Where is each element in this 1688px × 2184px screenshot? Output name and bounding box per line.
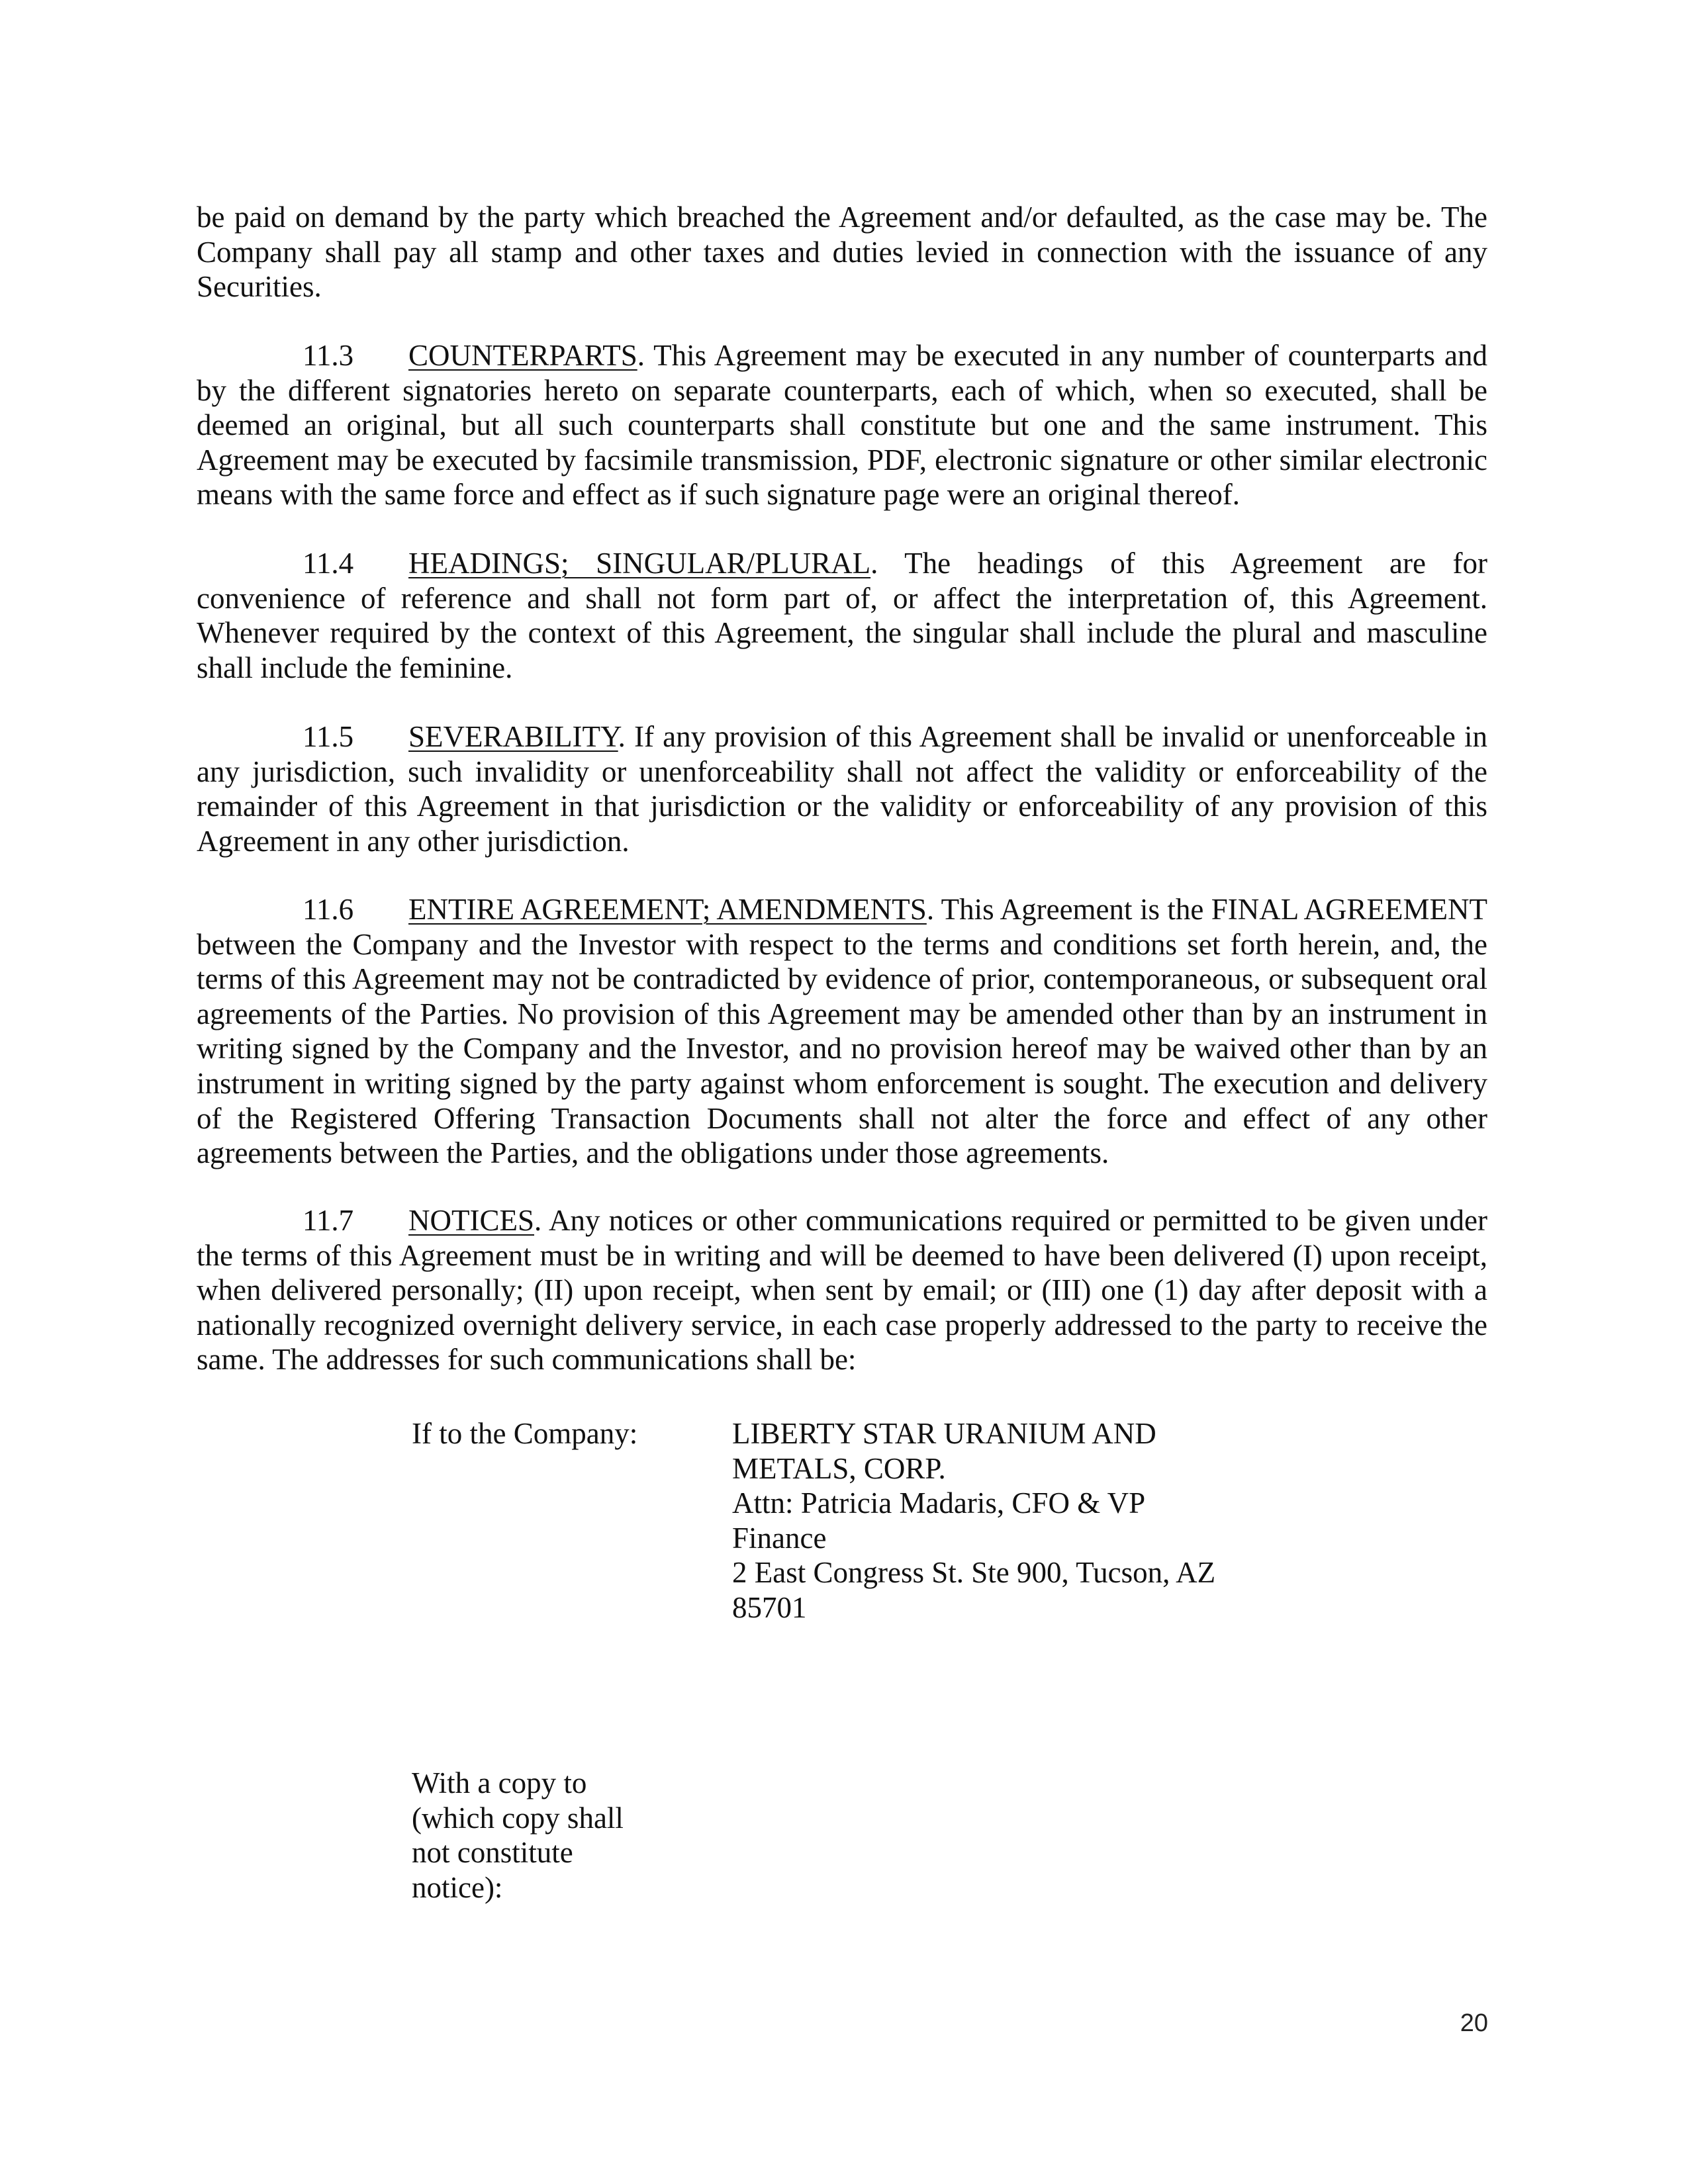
section-body: . This Agreement is the FINAL AGREEMENT between the Company and the Investor with respect to the terms and conditions set forth herein, and, the terms of this Agreement may not be contradicted by evidence of prior, contemporaneous, or subsequent oral agreements of the Parties. No provision of this Agreement may be amended other than by an instrument in writing signed by the Company and the Investor, and no provision hereof may be waived other than by an instrument in writing signed by the party against whom enforcement is sought. The execution and delivery of the Registered Offering Transaction Documents shall not alter the force and effect of any other agreements between the Parties, and the obligations under those agreements.: [197, 893, 1487, 1170]
section-heading: HEADINGS; SINGULAR/PLURAL: [408, 547, 871, 580]
section-11-6: [197, 892, 1487, 1171]
company-address-block: [732, 1416, 1262, 1625]
section-number: 11.6: [303, 893, 354, 926]
section-11-7: [197, 1203, 1487, 1377]
section-heading: NOTICES: [408, 1204, 534, 1237]
section-body: . The headings of this Agreement are for convenience of reference and shall not form part of, or affect the interpretation of, this Agreement. Whenever required by the context of this Agreement, the singular shall include the plural and masculine shall include the feminine.: [197, 547, 1487, 684]
paragraph-continuation-text: be paid on demand by the party which breached the Agreement and/or defaulted, as the case may be. The Company shall pay all stamp and other taxes and duties levied in connection with the issuance of any Securities.: [197, 201, 1487, 304]
address-line: METALS, CORP.: [732, 1451, 946, 1485]
paragraph-continuation: [197, 200, 1487, 304]
section-heading: ENTIRE AGREEMENT; AMENDMENTS: [408, 893, 927, 926]
section-number: 11.3: [303, 339, 354, 372]
copy-label-line: not constitute: [412, 1836, 573, 1870]
section-11-3: [197, 338, 1487, 512]
section-number: 11.5: [303, 720, 354, 753]
section-body: . Any notices or other communications required or permitted to be given under the terms of this Agreement must be in writing and will be deemed to have been delivered (I) upon receipt, when delivered personally; (II) upon receipt, when sent by email; or (III) one (1) day after deposit with a nationally recognized overnight delivery service, in each case properly addressed to the party to receive the same. The addresses for such communications shall be:: [197, 1204, 1487, 1377]
company-notice-label: If to the Company:: [412, 1417, 638, 1450]
section-heading: COUNTERPARTS: [408, 339, 637, 372]
address-line: 2 East Congress St. Ste 900, Tucson, AZ: [732, 1556, 1216, 1590]
section-body: . If any provision of this Agreement shall be invalid or unenforceable in any jurisdiction, such invalidity or unenforceability shall not affect the validity or enforceability of the remainder of this Agreement in that jurisdiction or the validity or enforceability of any provision of this Agreement in any other jurisdiction.: [197, 720, 1487, 858]
section-body: . This Agreement may be executed in any number of counterparts and by the different signatories hereto on separate counterparts, each of which, when so executed, shall be deemed an original, but all such counterparts shall constitute but one and the same instrument. This Agreement may be executed by facsimile transmission, PDF, electronic signature or other similar electronic means with the same force and effect as if such signature page were an original thereof.: [197, 339, 1487, 512]
page-number: 20: [1460, 2009, 1488, 2037]
section-number: 11.4: [303, 547, 354, 580]
address-line: LIBERTY STAR URANIUM AND: [732, 1417, 1156, 1450]
section-11-5: [197, 719, 1487, 858]
section-11-4: [197, 546, 1487, 685]
address-line: Attn: Patricia Madaris, CFO & VP: [732, 1486, 1146, 1520]
address-line: 85701: [732, 1590, 807, 1624]
copy-label-line: (which copy shall: [412, 1801, 624, 1835]
copy-label-line: With a copy to: [412, 1766, 587, 1799]
section-heading: SEVERABILITY: [408, 720, 618, 753]
address-line: Finance: [732, 1521, 827, 1555]
copy-label-line: notice):: [412, 1870, 503, 1904]
section-number: 11.7: [303, 1204, 354, 1237]
copy-notice-label: [412, 1766, 663, 1905]
